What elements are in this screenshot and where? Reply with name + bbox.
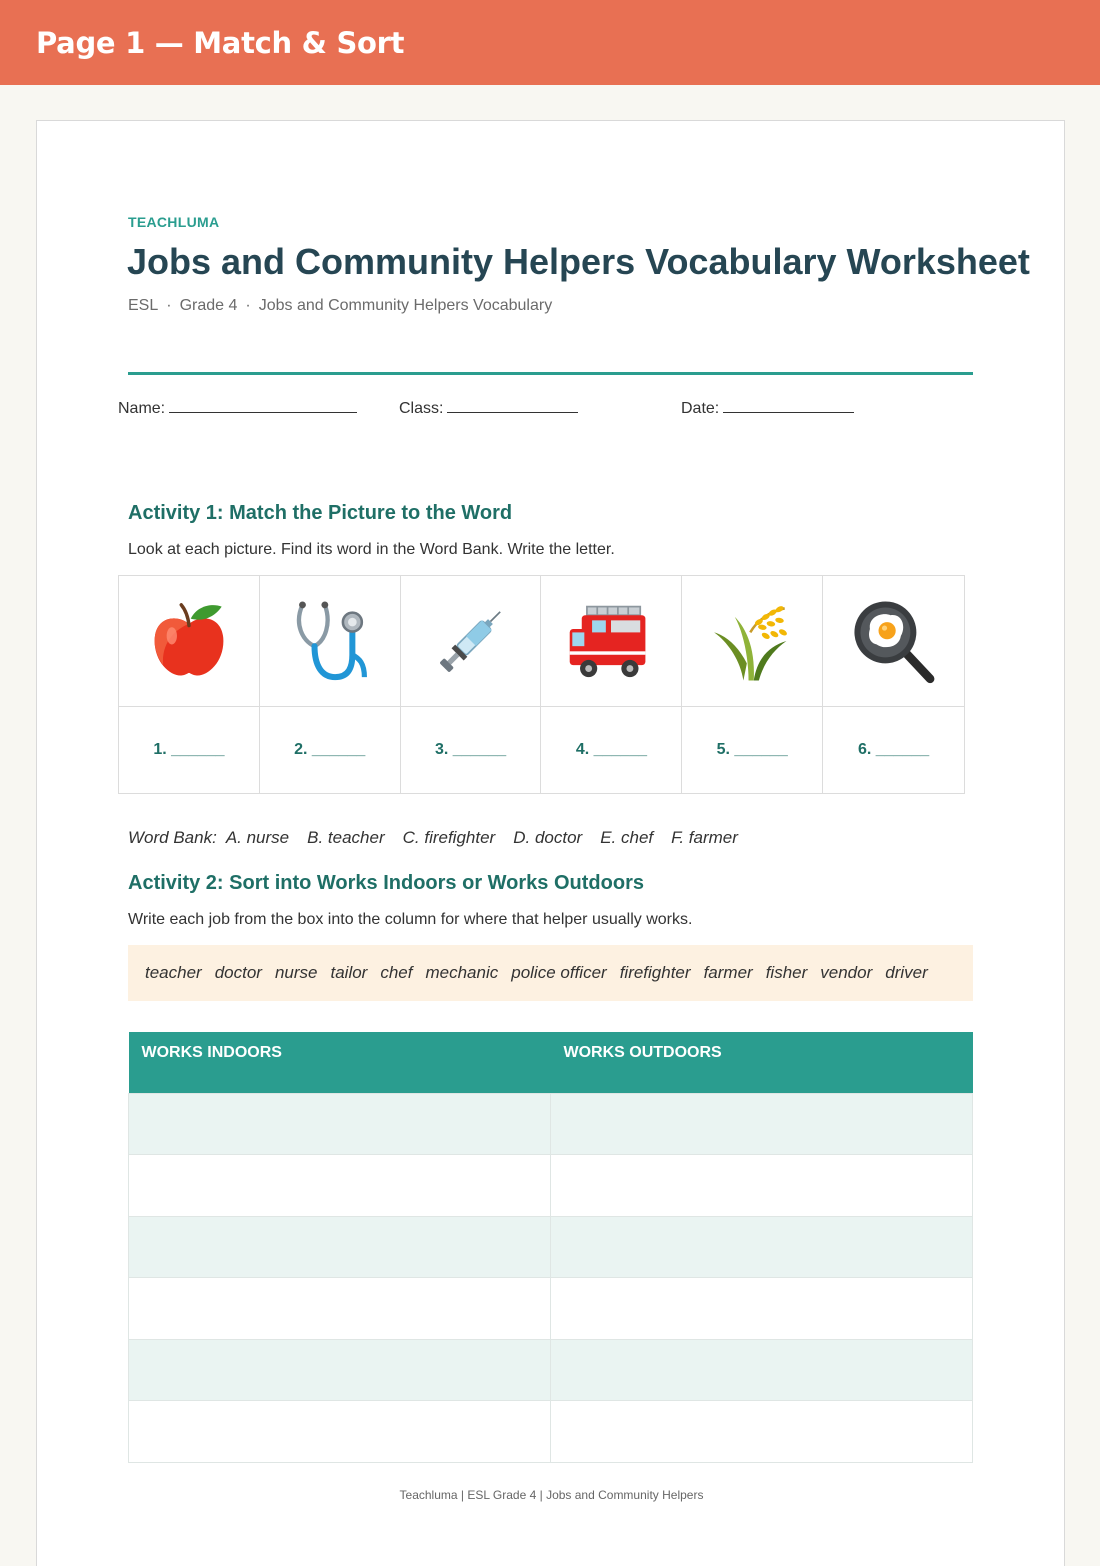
meta-separator: · — [166, 297, 172, 314]
class-label: Class: — [399, 400, 444, 417]
activity2-instructions: Write each job from the box into the column for where that helper usually works. — [128, 911, 693, 928]
word-bank-item: C. firefighter — [402, 828, 496, 847]
table-row — [129, 1401, 973, 1463]
outdoors-cell[interactable] — [551, 1401, 973, 1463]
table-row — [129, 1216, 973, 1278]
picture-match-grid — [118, 575, 965, 794]
table-row — [129, 1093, 973, 1155]
answer-blank-4[interactable]: 4. ______ — [575, 741, 647, 758]
job-word: farmer — [703, 963, 753, 982]
page-banner — [0, 0, 1100, 85]
meta-grade: Grade 4 — [179, 297, 238, 314]
column-header-indoors: WORKS INDOORS — [129, 1032, 551, 1093]
job-word: tailor — [330, 963, 368, 982]
outdoors-cell[interactable] — [551, 1155, 973, 1217]
word-bank-item: F. farmer — [671, 828, 738, 847]
date-field[interactable] — [681, 399, 854, 418]
rice-crop-icon — [709, 598, 795, 684]
indoors-cell[interactable] — [129, 1401, 551, 1463]
job-word: police officer — [511, 963, 607, 982]
job-word: doctor — [214, 963, 262, 982]
apple-icon — [146, 598, 232, 684]
name-label: Name: — [118, 400, 166, 417]
indoors-cell[interactable] — [129, 1155, 551, 1217]
table-row — [129, 1339, 973, 1401]
activity1-title: Activity 1: Match the Picture to the Word — [128, 502, 513, 524]
page-footer: Teachluma | ESL Grade 4 | Jobs and Community Helpers — [399, 1488, 704, 1502]
job-word: firefighter — [619, 963, 691, 982]
brand-name: TEACHLUMA — [128, 214, 220, 230]
name-field[interactable] — [118, 399, 357, 418]
meta-subject: ESL — [128, 297, 159, 314]
stethoscope-icon — [287, 598, 373, 684]
activity1-instructions: Look at each picture. Find its word in the Word Bank. Write the letter. — [128, 541, 615, 558]
outdoors-cell[interactable] — [551, 1216, 973, 1278]
picture-item — [682, 576, 823, 793]
picture-item — [823, 576, 964, 793]
word-bank-item: A. nurse — [225, 828, 290, 847]
answer-blank-1[interactable]: 1. ______ — [153, 741, 225, 758]
table-row — [129, 1278, 973, 1340]
meta-separator: · — [245, 297, 251, 314]
outdoors-cell[interactable] — [551, 1339, 973, 1401]
frying-pan-icon — [851, 598, 937, 684]
job-list-box — [128, 945, 973, 1001]
banner-title: Page 1 — Match & Sort — [36, 26, 405, 60]
word-bank — [128, 828, 756, 848]
job-word: fisher — [765, 963, 808, 982]
worksheet-title: Jobs and Community Helpers Vocabulary Worksheet — [127, 241, 1030, 282]
indoors-cell[interactable] — [129, 1216, 551, 1278]
job-word: teacher — [145, 963, 202, 982]
outdoors-cell[interactable] — [551, 1093, 973, 1155]
word-bank-item: E. chef — [600, 828, 654, 847]
picture-item — [541, 576, 682, 793]
date-blank-line[interactable] — [723, 399, 854, 413]
activity2-title: Activity 2: Sort into Works Indoors or Works Outdoors — [128, 872, 644, 894]
class-blank-line[interactable] — [447, 399, 578, 413]
answer-blank-2[interactable]: 2. ______ — [294, 741, 366, 758]
date-label: Date: — [681, 400, 720, 417]
worksheet-page — [36, 120, 1065, 1566]
picture-item — [401, 576, 542, 793]
indoors-cell[interactable] — [129, 1278, 551, 1340]
indoors-cell[interactable] — [129, 1093, 551, 1155]
word-bank-label: Word Bank: — [128, 828, 217, 847]
fire-engine-icon — [568, 598, 654, 684]
class-field[interactable] — [399, 399, 578, 418]
job-word: vendor — [820, 963, 873, 982]
worksheet-meta — [128, 297, 552, 315]
word-bank-item: D. doctor — [513, 828, 583, 847]
indoors-cell[interactable] — [129, 1339, 551, 1401]
answer-blank-3[interactable]: 3. ______ — [434, 741, 507, 758]
column-header-outdoors: WORKS OUTDOORS — [551, 1032, 973, 1093]
picture-item — [260, 576, 401, 793]
word-bank-item: B. teacher — [307, 828, 385, 847]
job-word: driver — [885, 963, 928, 982]
job-word: mechanic — [425, 963, 499, 982]
sort-table — [128, 1032, 973, 1463]
answer-blank-5[interactable]: 5. ______ — [716, 741, 788, 758]
meta-topic: Jobs and Community Helpers Vocabulary — [258, 297, 553, 314]
job-word: chef — [380, 963, 413, 982]
table-row — [129, 1155, 973, 1217]
answer-blank-6[interactable]: 6. ______ — [857, 741, 930, 758]
name-blank-line[interactable] — [169, 399, 357, 413]
title-divider — [128, 372, 973, 375]
syringe-icon — [428, 598, 514, 684]
job-word: nurse — [274, 963, 318, 982]
outdoors-cell[interactable] — [551, 1278, 973, 1340]
picture-item — [119, 576, 260, 793]
